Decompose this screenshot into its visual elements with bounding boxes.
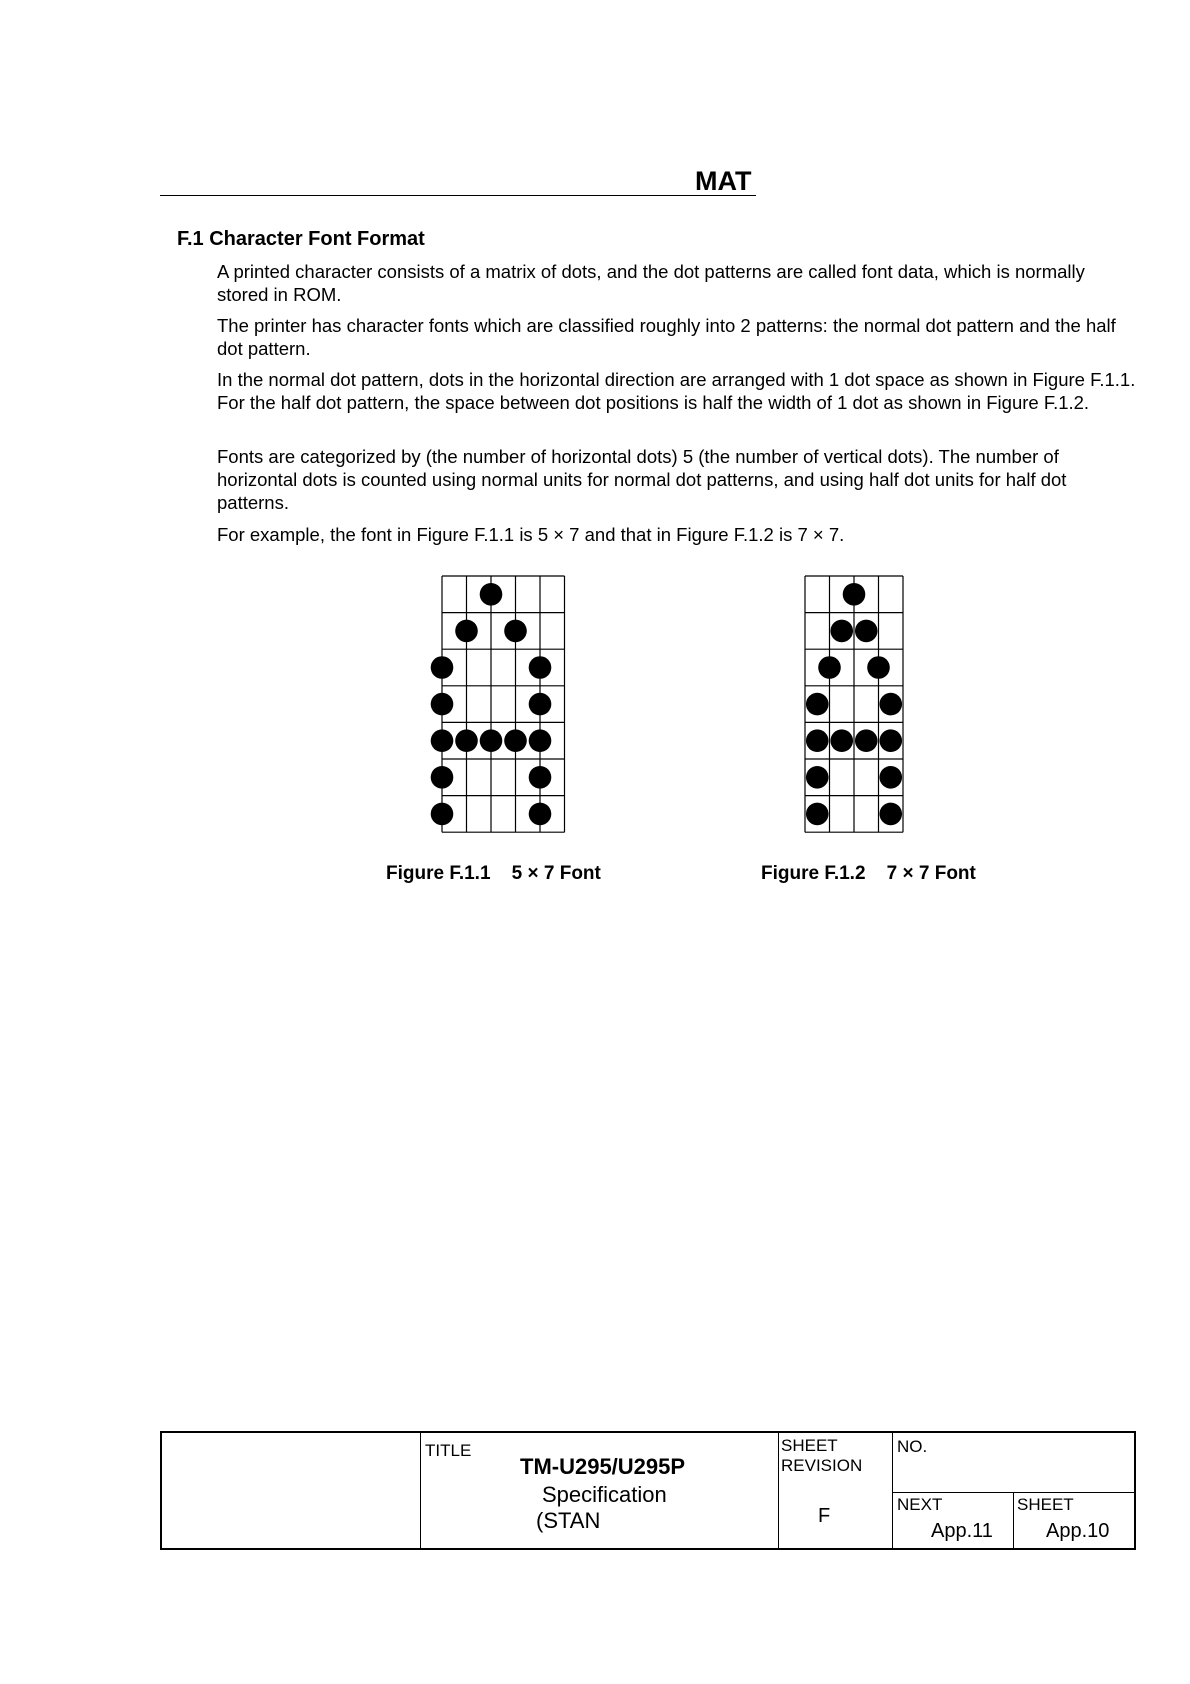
font-dot [431, 766, 454, 789]
font-dot [806, 766, 829, 789]
font-dot [529, 803, 552, 826]
font-dot [529, 656, 552, 679]
next-label: NEXT [897, 1495, 943, 1514]
font-dot [818, 656, 841, 679]
font-dot [806, 803, 829, 826]
no-label: NO. [897, 1437, 928, 1456]
font-dot [529, 729, 552, 752]
font-dot [855, 729, 878, 752]
paragraph-3: In the normal dot pattern, dots in the horizontal direction are arranged with 1 dot space as shown in Figure F.1.1. For the half dot pattern, the space between dot positions is half the width of 1 dot as shown in Figure F.1.2. [217, 369, 1136, 413]
doc-title-line1: Specification [542, 1482, 667, 1507]
doc-title-line2: (STAN [536, 1508, 601, 1533]
revision-value: F [818, 1505, 831, 1527]
title-block-divider [420, 1433, 421, 1548]
font-dot [431, 693, 454, 716]
font-dot [879, 766, 902, 789]
font-dot [879, 803, 902, 826]
font-dot [431, 803, 454, 826]
font-dot [855, 620, 878, 643]
figure-7x7-font [805, 576, 905, 833]
font-dot [455, 620, 478, 643]
font-dot [431, 656, 454, 679]
font-dot [830, 620, 853, 643]
figure-2-caption: Figure F.1.2 7 × 7 Font [761, 863, 976, 884]
product-name: TM-U295/U295P [520, 1454, 686, 1479]
title-block-divider [892, 1433, 893, 1548]
header-title: MAT [695, 166, 752, 196]
font-dot [480, 729, 503, 752]
sheet-revision-label: SHEET REVISION [781, 1436, 863, 1475]
title-block [160, 1431, 1136, 1550]
paragraph-4: Fonts are categorized by (the number of horizontal dots) 5 (the number of vertical dots). The number of horizontal dots is counted using normal units for normal dot patterns, and using half dot units for half dot patterns. [217, 446, 1067, 513]
font-dot [843, 583, 866, 606]
title-label: TITLE [425, 1441, 472, 1460]
title-block-divider [778, 1433, 779, 1548]
font-dot [806, 693, 829, 716]
font-dot [529, 693, 552, 716]
figure-1-caption: Figure F.1.1 5 × 7 Font [386, 863, 601, 884]
font-dot [830, 729, 853, 752]
sheet-value: App.10 [1046, 1520, 1110, 1542]
font-dot [504, 620, 527, 643]
figure-5x7-font [442, 576, 567, 833]
font-dot [431, 729, 454, 752]
font-dot [879, 729, 902, 752]
font-dot [529, 766, 552, 789]
paragraph-5: For example, the font in Figure F.1.1 is 5 × 7 and that in Figure F.1.2 is 7 × 7. [217, 524, 845, 545]
next-value: App.11 [931, 1520, 993, 1542]
title-block-divider [1013, 1492, 1014, 1548]
font-dot [480, 583, 503, 606]
paragraph-1: A printed character consists of a matrix of dots, and the dot patterns are called font data, which is normally stored in ROM. [217, 261, 1085, 305]
font-dot [867, 656, 890, 679]
header-rule [160, 195, 756, 196]
font-dot [806, 729, 829, 752]
section-heading: F.1 Character Font Format [177, 228, 425, 250]
font-dot [455, 729, 478, 752]
font-dot [879, 693, 902, 716]
paragraph-2: The printer has character fonts which are classified roughly into 2 patterns: the normal dot pattern and the half dot pattern. [217, 315, 1116, 359]
sheet-label: SHEET [1017, 1495, 1074, 1514]
font-dot [504, 729, 527, 752]
